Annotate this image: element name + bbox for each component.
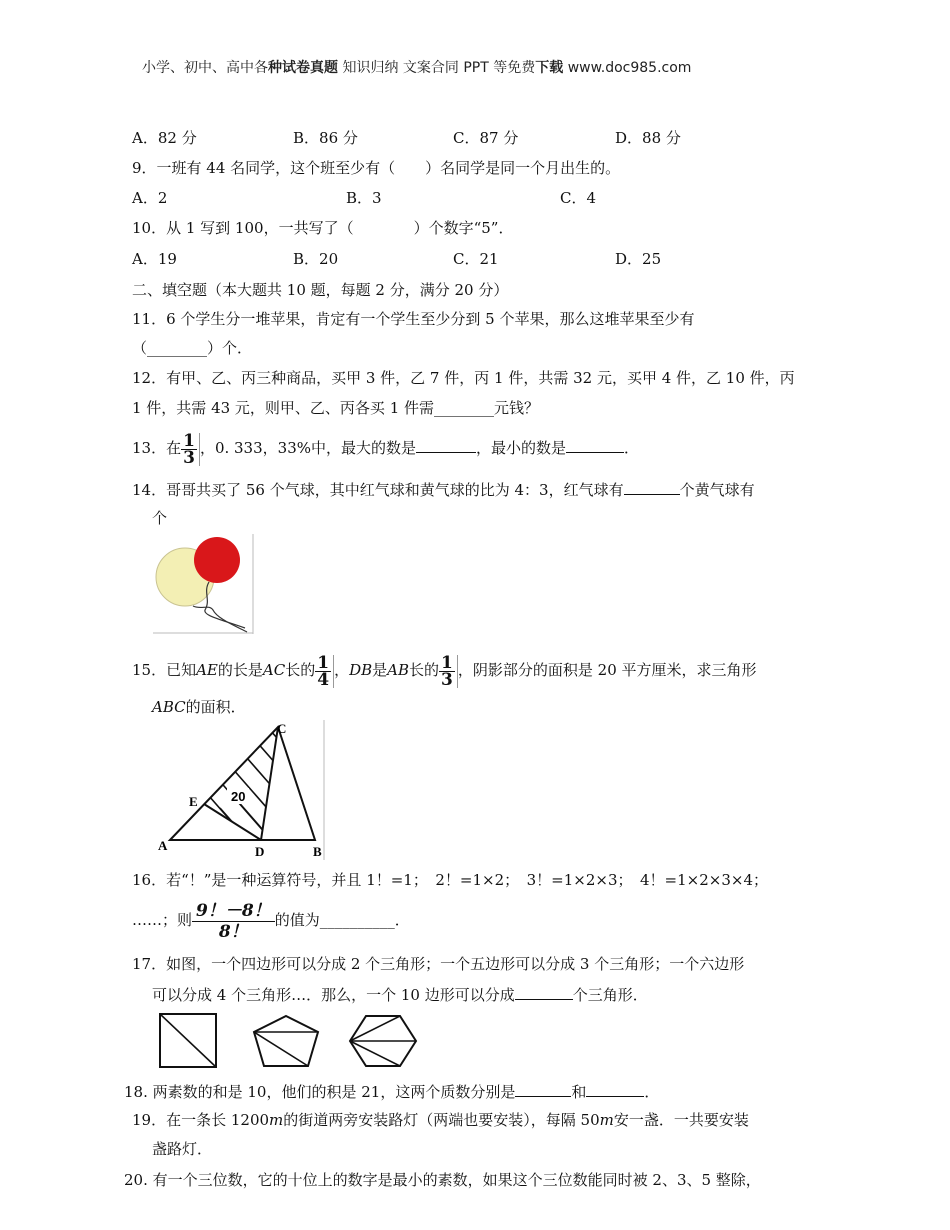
q17-line2: 可以分成 4 个三角形…．那么，一个 10 边形可以分成 个三角形． — [152, 983, 648, 1005]
q16-fraction: $\frac{9!-8!}{8!}$ — [192, 901, 275, 942]
q19-line1: 19．在一条长 1200m的街道两旁安装路灯（两端也要安装），每隔 50m安一盏．一共要安装 — [132, 1111, 749, 1129]
q14-line1: 14．哥哥共买了 56 个气球，其中红气球和黄气球的比为 4：3，红气球有 个黄气球有 — [132, 478, 755, 500]
q19-line2: 盏路灯． — [152, 1140, 213, 1158]
q9-option-c: C．4 — [560, 189, 597, 207]
q14-blank-red[interactable] — [624, 478, 680, 495]
q9-option-a: A．2 — [132, 189, 168, 207]
hexagon-split — [350, 1016, 416, 1066]
q13-fraction: $\frac{1}{3}$ — [181, 433, 200, 466]
q8-option-c: C．87 分 — [453, 129, 519, 147]
q20-line1: 20. 有一个三位数，它的十位上的数字是最小的素数，如果这个三位数能同时被 2、3、5 整除， — [124, 1171, 761, 1189]
q10-option-b: B．20 — [293, 250, 339, 268]
q18-blank-2[interactable] — [586, 1080, 644, 1097]
vertex-b-label: B — [313, 844, 322, 859]
page-header: 小学、初中、高中各种试卷真题 知识归纳 文案合同 PPT 等免费下载 www.doc985.com — [142, 60, 692, 76]
q8-option-b: B．86 分 — [293, 129, 358, 147]
q17-blank[interactable] — [515, 983, 573, 1000]
q18: 18. 两素数的和是 10，他们的积是 21，这两个质数分别是 和 ． — [124, 1080, 659, 1102]
triangle-figure — [155, 720, 330, 860]
triangle-abc — [170, 727, 315, 840]
pentagon-split — [254, 1016, 318, 1066]
q15-fraction-1: $\frac{1}{4}$ — [315, 655, 334, 688]
q13-blank-max[interactable] — [416, 436, 476, 453]
segment-cd — [261, 727, 278, 840]
q9-option-b: B．3 — [346, 189, 382, 207]
q13: 13．在 $\frac{1}{3}$ ，0. 333，33%中，最大的数是 ，最小的数是 ． — [132, 430, 640, 468]
square-split — [160, 1014, 216, 1067]
q10-option-d: D．25 — [615, 250, 662, 268]
vertex-d-label: D — [255, 844, 265, 859]
q10-option-a: A．19 — [132, 250, 177, 268]
section-heading-fill-blank: 二、填空题（本大题共 10 题，每题 2 分，满分 20 分） — [132, 281, 509, 299]
q18-blank-1[interactable] — [515, 1080, 571, 1097]
q10-stem: 10．从 1 写到 100，一共写了（ ）个数字“5”． — [132, 219, 514, 237]
q12-line1: 12．有甲、乙、丙三种商品，买甲 3 件，乙 7 件，丙 1 件，共需 32 元，买甲 4 件，乙 10 件，丙 — [132, 369, 795, 387]
q13-blank-min[interactable] — [566, 436, 624, 453]
site-url[interactable]: www.doc985.com — [563, 60, 692, 76]
segment-ed — [204, 804, 261, 840]
q9-stem: 9．一班有 44 名同学，这个班至少有（ ）名同学是同一个月出生的。 — [132, 159, 621, 177]
balloons-figure — [153, 534, 255, 634]
q16-line2: ……；则 $\frac{9!-8!}{8!}$ 的值为__________． — [132, 900, 410, 942]
vertex-c-label: C — [277, 721, 287, 736]
q14-line2: 个 — [152, 509, 168, 527]
q17-line1: 17．如图，一个四边形可以分成 2 个三角形；一个五边形可以分成 3 个三角形；一个六边形 — [132, 955, 745, 973]
q10-option-c: C．21 — [453, 250, 499, 268]
polygons-figure — [158, 1012, 420, 1070]
q11-line1: 11．6 个学生分一堆苹果，肯定有一个学生至少分到 5 个苹果，那么这堆苹果至少有 — [132, 310, 695, 328]
q8-option-a: A．82 分 — [132, 129, 197, 147]
q15-line1: 15．已知AE的长是AC长的 $\frac{1}{4}$ ，DB是AB长的 $\frac{1}{3}$ ，阴影部分的面积是 20 平方厘米，求三角形 — [132, 652, 757, 690]
vertex-e-label: E — [189, 794, 198, 809]
q12-line2: 1 件，共需 43 元，则甲、乙、丙各买 1 件需________元钱？ — [132, 399, 540, 417]
q8-option-d: D．88 分 — [615, 129, 681, 147]
q15-line2: ABC的面积． — [152, 698, 246, 716]
vertex-a-label: A — [158, 838, 168, 853]
q16-line1: 16．若“！”是一种运算符号，并且 1！=1； 2！=1×2； 3！=1×2×3； 4！=1×2×3×4； — [132, 871, 768, 889]
q11-line2: （________）个． — [132, 339, 253, 357]
red-balloon — [194, 537, 240, 583]
area-label: 20 — [231, 789, 246, 804]
q15-fraction-2: $\frac{1}{3}$ — [439, 655, 458, 688]
